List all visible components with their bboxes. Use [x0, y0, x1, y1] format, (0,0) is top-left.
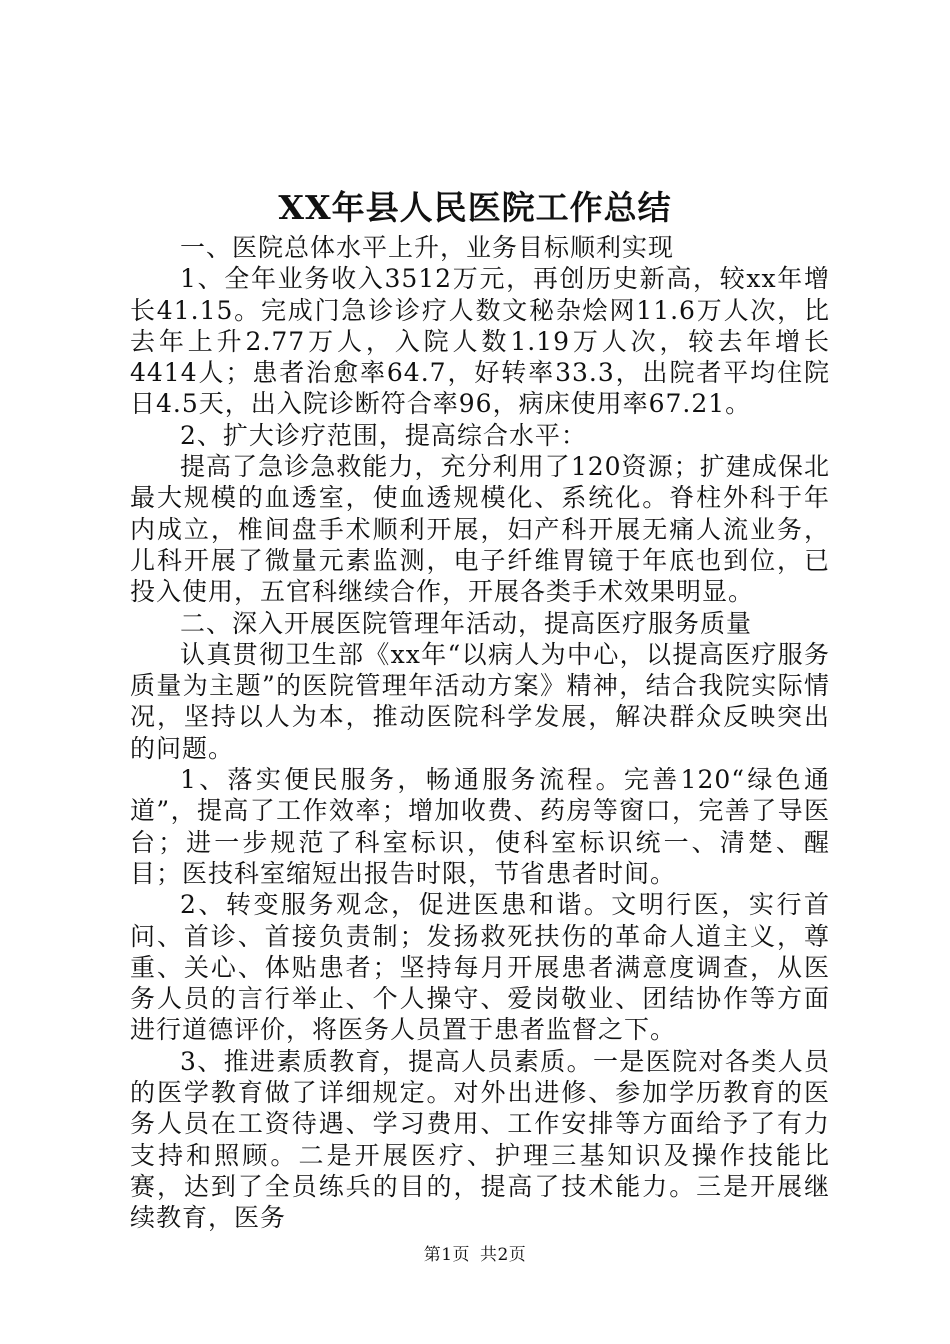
paragraph: 2、扩大诊疗范围，提高综合水平：: [180, 420, 587, 450]
paragraph: 2、转变服务观念，促进医患和谐。文明行医，实行首问、首诊、首接负责制；发扬救死扶伤的革命人道主义，尊重、关心、体贴患者；坚持每月开展患者满意度调查，从医务人员的言行举止、个人操守、爱岗敬业、团结协作等方面进行道德评价，将医务人员置于患者监督之下。: [130, 890, 830, 1045]
document-title: XX年县人民医院工作总结: [278, 188, 672, 227]
document-body: [130, 232, 830, 1234]
page-number: 第1页: [423, 1245, 471, 1265]
page-footer: [0, 1240, 950, 1265]
section-heading-2: 二、深入开展医院管理年活动，提高医疗服务质量: [180, 608, 753, 638]
paragraph: 1、落实便民服务，畅通服务流程。完善120“绿色通道”，提高了工作效率；增加收费、药房等窗口，完善了导医台；进一步规范了科室标识，使科室标识统一、清楚、醒目；医技科室缩短出报告时限，节省患者时间。: [130, 765, 830, 888]
page-total: 共2页: [479, 1245, 527, 1265]
paragraph: 认真贯彻卫生部《xx年“以病人为中心，以提高医疗服务质量为主题”的医院管理年活动方案》精神，结合我院实际情况，坚持以人为本，推动医院科学发展，解决群众反映突出的问题。: [130, 639, 830, 763]
section-heading-1: 一、医院总体水平上升，业务目标顺利实现: [180, 233, 675, 262]
paragraph: 3、推进素质教育，提高人员素质。一是医院对各类人员的医学教育做了详细规定。对外出进修、参加学历教育的医务人员在工资待遇、学习费用、工作安排等方面给予了有力支持和照顾。二是开展医疗、护理三基知识及操作技能比赛，达到了全员练兵的目的，提高了技术能力。三是开展继续教育，医务: [130, 1046, 830, 1233]
paragraph: 1、全年业务收入3512万元，再创历史新高，较xx年增长41.15。完成门急诊诊疗人数文秘杂烩网11.6万人次，比去年上升2.77万人，入院人数1.19万人次，较去年增长4414人；患者治愈率64.7，好转率33.3，出院者平均住院日4.5天，出入院诊断符合率96，病床使用率67.21。: [130, 264, 830, 419]
paragraph: 提高了急诊急救能力，充分利用了120资源；扩建成保北最大规模的血透室，使血透规模化、系统化。脊柱外科于年内成立，椎间盘手术顺利开展，妇产科开展无痛人流业务，儿科开展了微量元素监测，电子纤维胃镜于年底也到位，已投入使用，五官科继续合作，开展各类手术效果明显。: [130, 452, 830, 607]
